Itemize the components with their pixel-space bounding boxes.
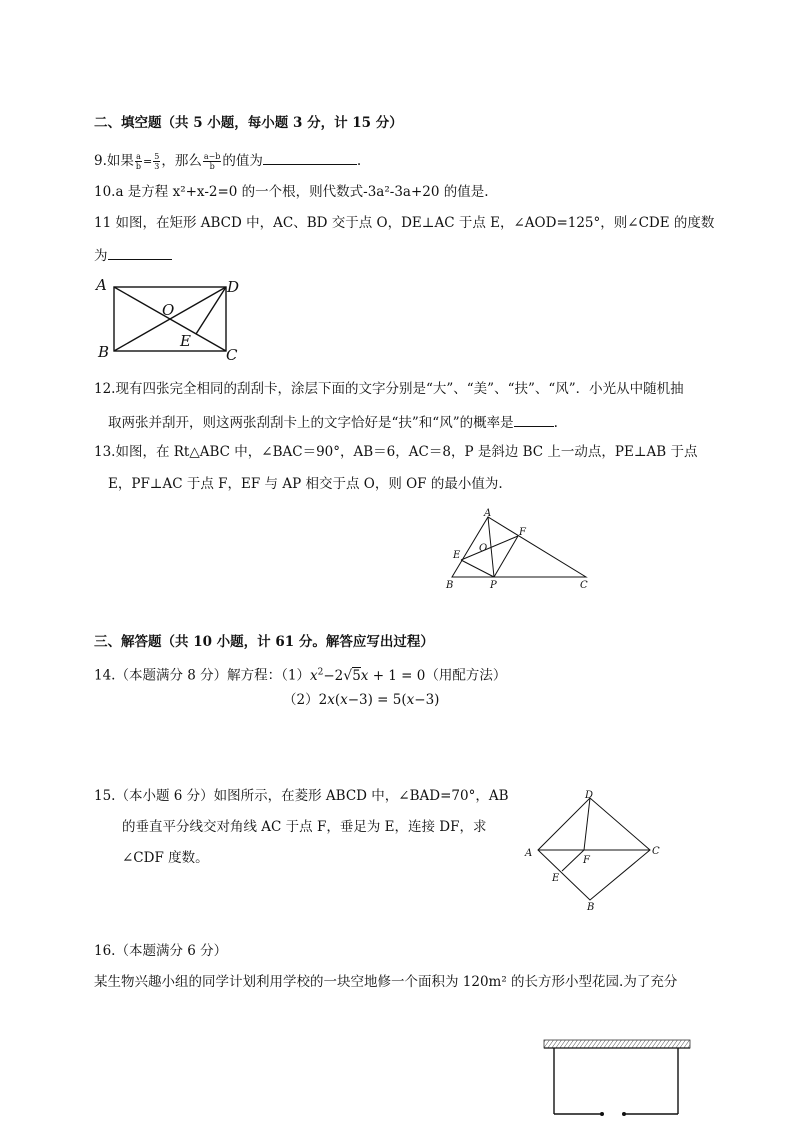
segment-pf [494,536,518,577]
q9-answer-blank[interactable] [263,150,357,165]
q13-label-o: O [479,543,488,554]
q9-suffix: 的值为 [222,153,263,169]
q11-label-a: A [96,276,107,294]
question-12-line2 [108,412,558,432]
q11-label-o: O [162,301,175,319]
q11-label-b: B [98,343,110,361]
q11-rectangle-figure [92,276,252,366]
q16-garden-figure [540,1036,694,1122]
q9-frac1-den: b [135,162,142,171]
q9-frac2-den: 3 [154,162,160,171]
question-15-line2: 的垂直平分线交对角线 AC 于点 F，垂足为 E，连接 DF，求 [122,819,487,835]
triangle-abc [452,517,586,577]
question-10: 10.a 是方程 x²+x-2=0 的一个根，则代数式-3a²-3a+20 的值是. [94,184,489,200]
q15-label-a: A [525,848,533,859]
question-14 [94,663,506,685]
q9-frac3-num: a−b [203,152,221,161]
q9-equals: = [143,155,153,168]
question-14-part2 [283,691,439,709]
q15-label-f: F [583,855,590,866]
question-12-line1: 12.现有四张完全相同的刮刮卡，涂层下面的文字分别是“大”、“美”、“扶”、“风”．小光从中随机抽 [94,381,684,397]
segment-df [584,798,590,850]
q9-middle: ，那么 [161,153,202,169]
q11-line2-prefix: 为 [94,248,108,264]
question-9 [94,150,361,171]
section-3-heading: 三、解答题（共 10 小题，计 61 分。解答应写出过程） [94,634,434,650]
q14-equation-2: 2x(x−3) = 5(x−3) [318,692,440,708]
q11-label-d: D [227,278,240,296]
q12-line2-text: 取两张并刮开，则这两张刮刮卡上的文字恰好是“扶”和“风”的概率是 [108,415,514,431]
q13-label-p: P [490,580,497,590]
q13-label-b: B [446,580,454,590]
q14-prefix: 14.（本题满分 8 分）解方程： [94,667,282,684]
rhombus-abcd [538,798,650,900]
q15-label-d: D [585,790,594,801]
q9-fraction-amb-over-b [203,152,222,171]
question-11-line2 [94,245,172,265]
q9-prefix: 9.如果 [94,153,134,169]
q14-equation-1: $x^2-2√5x + 1 = 0$ [310,667,426,684]
q15-label-c: C [652,846,660,857]
question-13-line2: E，PF⊥AC 于点 F，EF 与 AP 相交于点 O，则 OF 的最小值为. [108,476,503,492]
q9-fraction-5-over-3 [153,152,160,171]
question-15-line3: ∠CDF 度数。 [122,850,209,866]
wall-hatching [544,1040,690,1048]
question-13-line1: 13.如图，在 Rt△ABC 中，∠BAC＝90°，AB＝6，AC＝8，P 是斜边 BC 上一动点，PE⊥AB 于点 [94,444,698,460]
q9-end: . [356,153,362,169]
q9-frac3-den: b [209,162,215,171]
q13-label-e: E [453,550,461,561]
q11-label-e: E [180,332,191,350]
q15-label-e: E [552,873,560,884]
q9-frac2-num: 5 [154,152,160,161]
section-2-heading: 二、填空题（共 5 小题，每小题 3 分，计 15 分） [94,115,403,131]
q13-label-f: F [519,527,526,538]
question-15-line1: 15.（本小题 6 分）如图所示，在菱形 ABCD 中，∠BAD=70°，AB [94,788,509,804]
q14-part2-label: （2） [283,692,319,708]
q15-rhombus-figure [522,786,668,914]
gate-post-left [600,1112,604,1116]
q11-label-c: C [226,346,238,364]
q15-label-b: B [587,902,595,913]
q12-answer-blank[interactable] [514,412,554,427]
segment-de [196,287,226,334]
q14-part1-note: （用配方法） [425,667,507,684]
q13-label-a: A [484,508,492,519]
question-16-line1: 某生物兴趣小组的同学计划利用学校的一块空地修一个面积为 120m² 的长方形小型花园.为了充分 [94,974,678,990]
q14-part1-label: （1） [281,667,310,684]
gate-post-right [622,1112,626,1116]
segment-pe [461,560,494,577]
q12-line2-end: . [553,415,558,431]
q11-answer-blank[interactable] [108,245,172,260]
q9-frac1-num: a [136,152,141,161]
q13-label-c: C [580,580,588,590]
q9-fraction-a-over-b [135,152,142,171]
question-16-heading: 16.（本题满分 6 分） [94,943,228,959]
question-11-line1: 11 如图，在矩形 ABCD 中，AC、BD 交于点 O，DE⊥AC 于点 E，∠AOD=125°，则∠CDE 的度数 [94,215,715,231]
segment-fe [562,850,584,871]
q13-triangle-figure [444,506,594,590]
